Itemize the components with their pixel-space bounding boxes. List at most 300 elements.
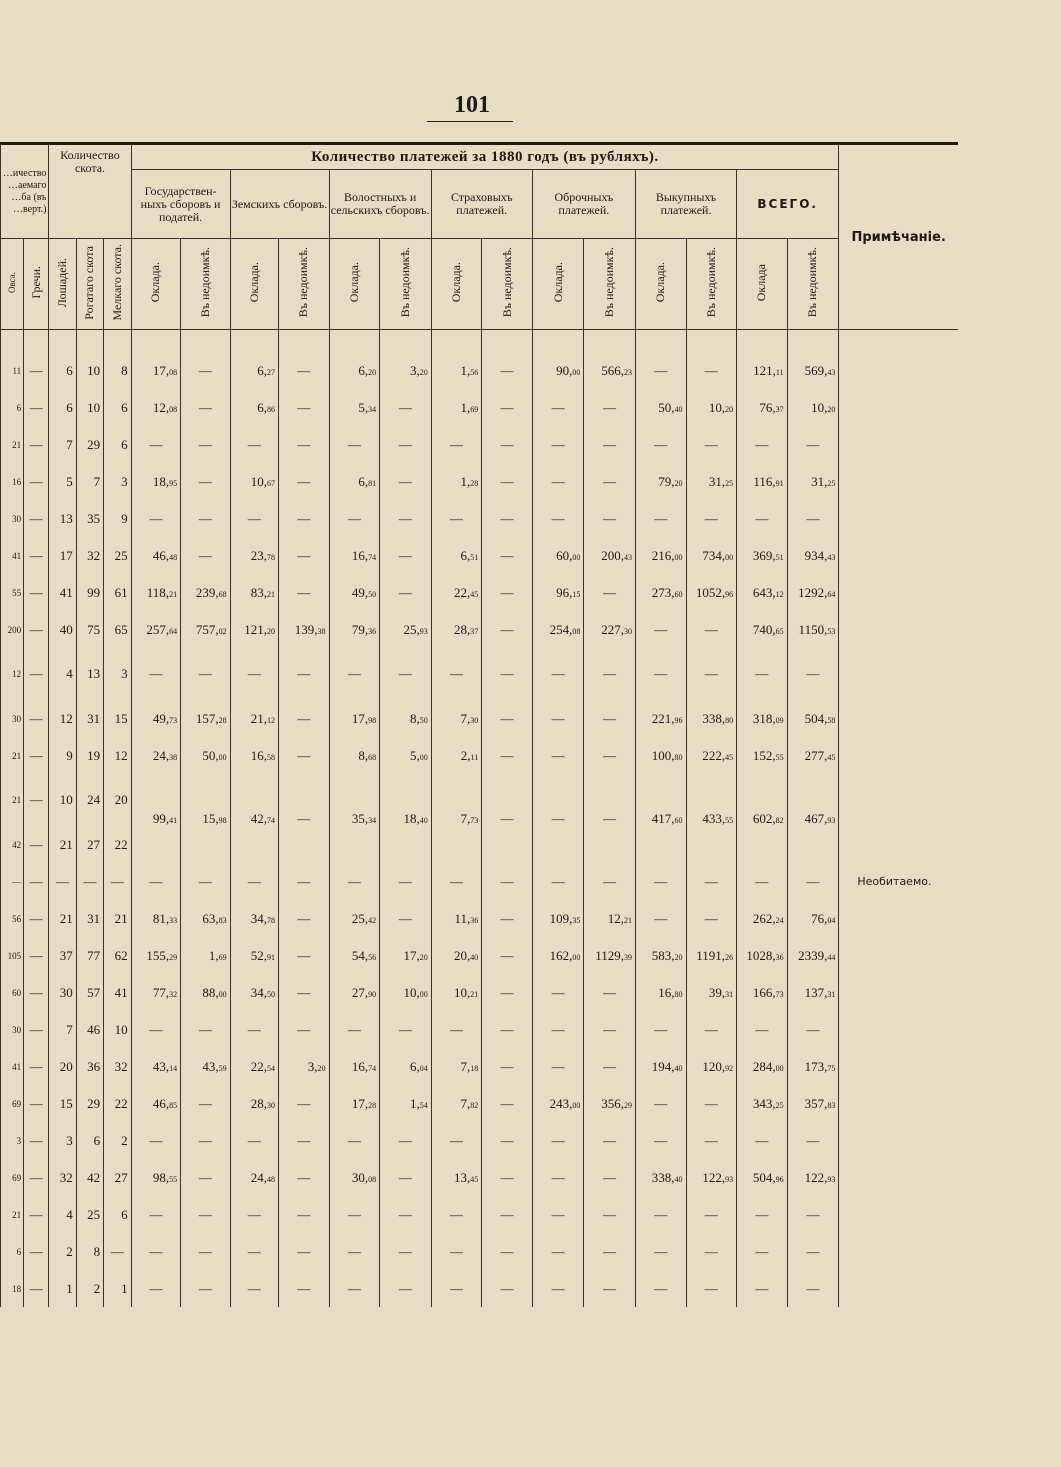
header-obrok-arrears: Въ недоимкѣ. xyxy=(584,239,636,330)
cell-cattle: 2 xyxy=(76,1270,103,1307)
header-zemstvo-oklad: Оклада. xyxy=(230,239,278,330)
cell-state-arrears: — xyxy=(181,426,231,463)
cell-state-oklad: 118,21 xyxy=(131,574,181,611)
cell-total-oklad: 121,11 xyxy=(737,330,788,390)
cell-insurance-oklad: — xyxy=(431,648,482,700)
cell-state-oklad: 77,32 xyxy=(131,974,181,1011)
cell-oats: 55 xyxy=(1,574,24,611)
cell-cattle: 31 xyxy=(76,900,103,937)
cell-insurance-arrears: — xyxy=(482,1011,533,1048)
header-total-oklad: Оклада xyxy=(737,239,788,330)
cell-buckwheat: — xyxy=(24,1196,49,1233)
cell-redemption-oklad: 16,80 xyxy=(635,974,686,1011)
cell-redemption-arrears: 120,92 xyxy=(686,1048,737,1085)
cell-oats: 56 xyxy=(1,900,24,937)
table-row xyxy=(1,389,959,426)
header-total-arrears: Въ недоимкѣ. xyxy=(787,239,839,330)
header-sown-grain: …ичество …аемаго …ба (въ …верт.) xyxy=(1,144,49,239)
cell-oats: 11 xyxy=(1,330,24,390)
cell-state-oklad: — xyxy=(131,1011,181,1048)
header-group-redemption: Выкупныхъ платежей. xyxy=(635,170,736,239)
cell-state-oklad: — xyxy=(131,1270,181,1307)
cell-volost-oklad: 6,20 xyxy=(329,330,380,390)
cell-buckwheat: — xyxy=(24,611,49,648)
cell-zemstvo-arrears: — xyxy=(279,1085,330,1122)
cell-small-stock: 6 xyxy=(104,1196,131,1233)
cell-buckwheat: — xyxy=(24,826,49,863)
header-group-volost: Волостныхъ и сельскихъ сборовъ. xyxy=(329,170,431,239)
cell-buckwheat: — xyxy=(24,537,49,574)
cell-obrok-oklad: — xyxy=(532,1270,584,1307)
cell-cattle: 99 xyxy=(76,574,103,611)
cell-horses: 37 xyxy=(49,937,76,974)
cell-volost-oklad: — xyxy=(329,500,380,537)
cell-state-arrears: 757,02 xyxy=(181,611,231,648)
cell-redemption-arrears: 31,25 xyxy=(686,463,737,500)
cell-volost-oklad: 54,56 xyxy=(329,937,380,974)
cell-obrok-arrears: — xyxy=(584,1270,636,1307)
cell-note xyxy=(839,900,958,937)
cell-note xyxy=(839,974,958,1011)
cell-obrok-oklad: 60,00 xyxy=(532,537,584,574)
cell-volost-oklad: 5,34 xyxy=(329,389,380,426)
table-row xyxy=(1,426,959,463)
cell-oats: 21 xyxy=(1,737,24,774)
table-row xyxy=(1,1011,959,1048)
cell-redemption-arrears: — xyxy=(686,1011,737,1048)
cell-cattle: 36 xyxy=(76,1048,103,1085)
cell-state-arrears: 50,00 xyxy=(181,737,231,774)
cell-small-stock: — xyxy=(104,863,131,900)
cell-note: Необитаемо. xyxy=(839,863,958,900)
cell-insurance-arrears: — xyxy=(482,426,533,463)
cell-volost-arrears: — xyxy=(380,1011,432,1048)
table-row xyxy=(1,330,959,390)
cell-volost-arrears: — xyxy=(380,648,432,700)
cell-state-arrears: 239,68 xyxy=(181,574,231,611)
cell-state-arrears: — xyxy=(181,1011,231,1048)
cell-small-stock: 3 xyxy=(104,648,131,700)
cell-volost-arrears: — xyxy=(380,537,432,574)
cell-state-oklad: 155,29 xyxy=(131,937,181,974)
cell-small-stock: 10 xyxy=(104,1011,131,1048)
cell-obrok-arrears: — xyxy=(584,1233,636,1270)
cell-volost-oklad: — xyxy=(329,426,380,463)
cell-buckwheat: — xyxy=(24,937,49,974)
cell-zemstvo-oklad: 34,50 xyxy=(230,974,278,1011)
cell-buckwheat: — xyxy=(24,863,49,900)
cell-total-arrears: — xyxy=(787,1233,839,1270)
header-buckwheat: Гречи. xyxy=(24,239,49,330)
cell-redemption-oklad: — xyxy=(635,1270,686,1307)
page-number: 101 xyxy=(454,92,490,118)
cell-oats: 21 xyxy=(1,426,24,463)
cell-note xyxy=(839,1122,958,1159)
cell-total-arrears: 1150,53 xyxy=(787,611,839,648)
cell-cattle: 27 xyxy=(76,826,103,863)
cell-cattle: 32 xyxy=(76,537,103,574)
cell-redemption-oklad: 194,40 xyxy=(635,1048,686,1085)
cell-state-arrears: — xyxy=(181,463,231,500)
table-row xyxy=(1,1085,959,1122)
header-small-stock: Мелкаго скота. xyxy=(104,239,131,330)
cell-zemstvo-arrears: — xyxy=(279,463,330,500)
cell-total-arrears: 1292,64 xyxy=(787,574,839,611)
cell-buckwheat: — xyxy=(24,1270,49,1307)
cell-state-arrears: 1,69 xyxy=(181,937,231,974)
cell-obrok-oklad: — xyxy=(532,1122,584,1159)
cell-cattle: 6 xyxy=(76,1122,103,1159)
table-row xyxy=(1,974,959,1011)
cell-note xyxy=(839,330,958,390)
cell-state-oklad: 98,55 xyxy=(131,1159,181,1196)
cell-obrok-arrears: 356,29 xyxy=(584,1085,636,1122)
cell-volost-arrears: — xyxy=(380,863,432,900)
table-row xyxy=(1,1048,959,1085)
cell-redemption-arrears: — xyxy=(686,648,737,700)
cell-obrok-arrears: — xyxy=(584,1122,636,1159)
cell-horses: — xyxy=(49,863,76,900)
cell-oats: 41 xyxy=(1,1048,24,1085)
cell-obrok-oklad: — xyxy=(532,974,584,1011)
cell-state-oklad: 17,08 xyxy=(131,330,181,390)
header-group-zemstvo: Земскихъ сборовъ. xyxy=(230,170,329,239)
cell-note xyxy=(839,648,958,700)
cell-insurance-arrears: — xyxy=(482,774,533,863)
cell-total-oklad: 343,25 xyxy=(737,1085,788,1122)
cell-note xyxy=(839,574,958,611)
cell-obrok-oklad: 90,00 xyxy=(532,330,584,390)
cell-volost-oklad: — xyxy=(329,1196,380,1233)
cell-redemption-oklad: — xyxy=(635,863,686,900)
cell-total-oklad: — xyxy=(737,500,788,537)
cell-redemption-arrears: 10,20 xyxy=(686,389,737,426)
cell-zemstvo-arrears: — xyxy=(279,648,330,700)
cell-horses: 40 xyxy=(49,611,76,648)
cell-state-oklad: 49,73 xyxy=(131,700,181,737)
cell-state-oklad: 46,48 xyxy=(131,537,181,574)
cell-state-arrears: 63,83 xyxy=(181,900,231,937)
cell-total-oklad: 1028,36 xyxy=(737,937,788,974)
cell-obrok-arrears: — xyxy=(584,1011,636,1048)
cell-redemption-oklad: — xyxy=(635,1196,686,1233)
table-row xyxy=(1,574,959,611)
cell-total-arrears: — xyxy=(787,1011,839,1048)
cell-total-arrears: 277,45 xyxy=(787,737,839,774)
header-livestock: Количество скота. xyxy=(49,144,131,239)
cell-total-oklad: 262,24 xyxy=(737,900,788,937)
cell-redemption-arrears: 222,45 xyxy=(686,737,737,774)
cell-total-arrears: — xyxy=(787,426,839,463)
cell-redemption-arrears: 122,93 xyxy=(686,1159,737,1196)
cell-total-arrears: 2339,44 xyxy=(787,937,839,974)
cell-volost-arrears: — xyxy=(380,1196,432,1233)
cell-oats: 42 xyxy=(1,826,24,863)
header-volost-oklad: Оклада. xyxy=(329,239,380,330)
cell-obrok-oklad: 162,00 xyxy=(532,937,584,974)
cell-obrok-arrears: — xyxy=(584,389,636,426)
cell-redemption-arrears: 338,80 xyxy=(686,700,737,737)
cell-insurance-oklad: — xyxy=(431,863,482,900)
cell-volost-oklad: 16,74 xyxy=(329,1048,380,1085)
cell-total-oklad: 740,65 xyxy=(737,611,788,648)
cell-total-oklad: — xyxy=(737,1196,788,1233)
cell-redemption-arrears: — xyxy=(686,1270,737,1307)
cell-small-stock: 6 xyxy=(104,426,131,463)
cell-insurance-arrears: — xyxy=(482,700,533,737)
cell-state-oklad: — xyxy=(131,1196,181,1233)
cell-insurance-arrears: — xyxy=(482,863,533,900)
cell-obrok-arrears: — xyxy=(584,648,636,700)
cell-obrok-arrears: 566,23 xyxy=(584,330,636,390)
cell-obrok-oklad: — xyxy=(532,648,584,700)
cell-zemstvo-oklad: — xyxy=(230,1270,278,1307)
table-row xyxy=(1,863,959,900)
cell-volost-oklad: 49,50 xyxy=(329,574,380,611)
cell-state-arrears: — xyxy=(181,1233,231,1270)
header-insurance-oklad: Оклада. xyxy=(431,239,482,330)
cell-zemstvo-oklad: — xyxy=(230,863,278,900)
cell-oats: 60 xyxy=(1,974,24,1011)
table-row xyxy=(1,1159,959,1196)
cell-zemstvo-oklad: 16,58 xyxy=(230,737,278,774)
cell-redemption-arrears: — xyxy=(686,1233,737,1270)
table-row xyxy=(1,1196,959,1233)
cell-zemstvo-arrears: — xyxy=(279,1270,330,1307)
cell-volost-arrears: — xyxy=(380,574,432,611)
cell-redemption-arrears: 433,55 xyxy=(686,774,737,863)
cell-obrok-arrears: — xyxy=(584,500,636,537)
header-state-oklad: Оклада. xyxy=(131,239,181,330)
cell-total-arrears: 467,93 xyxy=(787,774,839,863)
cell-horses: 4 xyxy=(49,648,76,700)
cell-zemstvo-arrears: — xyxy=(279,1196,330,1233)
cell-cattle: 29 xyxy=(76,426,103,463)
cell-redemption-arrears: — xyxy=(686,1196,737,1233)
cell-state-arrears: 15,98 xyxy=(181,774,231,863)
cell-volost-arrears: — xyxy=(380,900,432,937)
cell-state-oklad: — xyxy=(131,863,181,900)
cell-buckwheat: — xyxy=(24,330,49,390)
cell-volost-oklad: 30,08 xyxy=(329,1159,380,1196)
cell-horses: 15 xyxy=(49,1085,76,1122)
cell-oats: 21 xyxy=(1,774,24,826)
cell-oats: 6 xyxy=(1,1233,24,1270)
cell-zemstvo-arrears: — xyxy=(279,1122,330,1159)
cell-redemption-oklad: — xyxy=(635,330,686,390)
cell-buckwheat: — xyxy=(24,500,49,537)
cell-total-oklad: 116,91 xyxy=(737,463,788,500)
cell-state-oklad: — xyxy=(131,426,181,463)
cell-obrok-arrears: — xyxy=(584,1048,636,1085)
table-row xyxy=(1,900,959,937)
cell-small-stock: 1 xyxy=(104,1270,131,1307)
cell-zemstvo-arrears: — xyxy=(279,330,330,390)
cell-total-oklad: 602,82 xyxy=(737,774,788,863)
cell-horses: 20 xyxy=(49,1048,76,1085)
cell-state-oklad: 43,14 xyxy=(131,1048,181,1085)
cell-zemstvo-oklad: 10,67 xyxy=(230,463,278,500)
cell-volost-arrears: 17,20 xyxy=(380,937,432,974)
header-group-obrok: Оброчныхъ платежей. xyxy=(532,170,635,239)
cell-state-oklad: — xyxy=(131,1122,181,1159)
cell-buckwheat: — xyxy=(24,426,49,463)
cell-volost-arrears: 8,50 xyxy=(380,700,432,737)
table-row xyxy=(1,611,959,648)
cell-obrok-arrears: 1129,39 xyxy=(584,937,636,974)
cell-zemstvo-oklad: — xyxy=(230,426,278,463)
cell-obrok-oklad: — xyxy=(532,1196,584,1233)
cell-volost-arrears: — xyxy=(380,463,432,500)
cell-total-arrears: 10,20 xyxy=(787,389,839,426)
cell-volost-oklad: 17,98 xyxy=(329,700,380,737)
cell-total-arrears: 569,43 xyxy=(787,330,839,390)
payments-table xyxy=(0,142,958,1307)
header-horses: Лошадей. xyxy=(49,239,76,330)
cell-insurance-arrears: — xyxy=(482,500,533,537)
cell-zemstvo-arrears: — xyxy=(279,700,330,737)
cell-buckwheat: — xyxy=(24,1048,49,1085)
cell-buckwheat: — xyxy=(24,774,49,826)
cell-zemstvo-oklad: 23,78 xyxy=(230,537,278,574)
table-row xyxy=(1,737,959,774)
cell-small-stock: 41 xyxy=(104,974,131,1011)
cell-buckwheat: — xyxy=(24,389,49,426)
cell-note xyxy=(839,389,958,426)
header-group-state: Государствен-ныхъ сборовъ и податей. xyxy=(131,170,230,239)
cell-redemption-oklad: 273,60 xyxy=(635,574,686,611)
cell-zemstvo-oklad: 121,20 xyxy=(230,611,278,648)
cell-obrok-arrears: 200,43 xyxy=(584,537,636,574)
cell-zemstvo-arrears: 3,20 xyxy=(279,1048,330,1085)
cell-redemption-arrears: — xyxy=(686,500,737,537)
cell-obrok-arrears: 12,21 xyxy=(584,900,636,937)
cell-horses: 12 xyxy=(49,700,76,737)
cell-volost-oklad: 79,36 xyxy=(329,611,380,648)
cell-horses: 7 xyxy=(49,1011,76,1048)
cell-volost-arrears: 1,54 xyxy=(380,1085,432,1122)
cell-total-oklad: — xyxy=(737,648,788,700)
cell-zemstvo-oklad: 6,27 xyxy=(230,330,278,390)
header-insurance-arrears: Въ недоимкѣ. xyxy=(482,239,533,330)
cell-total-oklad: 166,73 xyxy=(737,974,788,1011)
cell-volost-oklad: — xyxy=(329,1233,380,1270)
cell-obrok-oklad: — xyxy=(532,500,584,537)
cell-small-stock: 21 xyxy=(104,900,131,937)
cell-state-oklad: — xyxy=(131,648,181,700)
cell-buckwheat: — xyxy=(24,648,49,700)
table-row xyxy=(1,937,959,974)
cell-zemstvo-arrears: — xyxy=(279,974,330,1011)
cell-oats: 105 xyxy=(1,937,24,974)
cell-total-arrears: 137,31 xyxy=(787,974,839,1011)
cell-insurance-oklad: — xyxy=(431,1122,482,1159)
cell-note xyxy=(839,1048,958,1085)
cell-volost-oklad: — xyxy=(329,863,380,900)
cell-insurance-oklad: — xyxy=(431,1196,482,1233)
cell-obrok-arrears: — xyxy=(584,1196,636,1233)
cell-volost-oklad: 16,74 xyxy=(329,537,380,574)
header-oats: Овса. xyxy=(1,239,24,330)
cell-zemstvo-oklad: — xyxy=(230,1122,278,1159)
cell-volost-oklad: 8,68 xyxy=(329,737,380,774)
cell-state-oklad: 24,38 xyxy=(131,737,181,774)
cell-cattle: 57 xyxy=(76,974,103,1011)
cell-insurance-oklad: 7,82 xyxy=(431,1085,482,1122)
cell-small-stock: 25 xyxy=(104,537,131,574)
cell-obrok-arrears: — xyxy=(584,774,636,863)
cell-insurance-arrears: — xyxy=(482,1048,533,1085)
cell-volost-oklad: — xyxy=(329,1011,380,1048)
cell-buckwheat: — xyxy=(24,1011,49,1048)
table-body xyxy=(1,330,959,1308)
cell-volost-arrears: 5,00 xyxy=(380,737,432,774)
cell-volost-arrears: — xyxy=(380,1270,432,1307)
cell-insurance-oklad: 7,73 xyxy=(431,774,482,863)
cell-buckwheat: — xyxy=(24,1233,49,1270)
cell-obrok-arrears: — xyxy=(584,574,636,611)
cell-oats: 30 xyxy=(1,1011,24,1048)
cell-state-arrears: — xyxy=(181,863,231,900)
cell-insurance-oklad: — xyxy=(431,1270,482,1307)
cell-zemstvo-arrears: — xyxy=(279,1159,330,1196)
header-volost-arrears: Въ недоимкѣ. xyxy=(380,239,432,330)
cell-note xyxy=(839,537,958,574)
cell-obrok-oklad: — xyxy=(532,463,584,500)
cell-horses: 3 xyxy=(49,1122,76,1159)
cell-total-arrears: — xyxy=(787,648,839,700)
cell-state-arrears: — xyxy=(181,330,231,390)
cell-total-arrears: 173,75 xyxy=(787,1048,839,1085)
cell-oats: — xyxy=(1,863,24,900)
cell-state-oklad: 99,41 xyxy=(131,774,181,863)
cell-zemstvo-oklad: — xyxy=(230,648,278,700)
cell-horses: 41 xyxy=(49,574,76,611)
cell-note xyxy=(839,700,958,737)
cell-insurance-oklad: 1,56 xyxy=(431,330,482,390)
cell-obrok-oklad: — xyxy=(532,1048,584,1085)
cell-redemption-arrears: — xyxy=(686,1122,737,1159)
cell-small-stock: 3 xyxy=(104,463,131,500)
cell-buckwheat: — xyxy=(24,1159,49,1196)
cell-oats: 6 xyxy=(1,389,24,426)
cell-note xyxy=(839,937,958,974)
cell-total-arrears: 504,58 xyxy=(787,700,839,737)
cell-insurance-arrears: — xyxy=(482,611,533,648)
cell-state-arrears: 43,59 xyxy=(181,1048,231,1085)
cell-cattle: 24 xyxy=(76,774,103,826)
cell-note xyxy=(839,1085,958,1122)
header-group-insurance: Страховыхъ платежей. xyxy=(431,170,532,239)
cell-obrok-arrears: 227,30 xyxy=(584,611,636,648)
cell-insurance-oklad: 2,11 xyxy=(431,737,482,774)
cell-obrok-arrears: — xyxy=(584,700,636,737)
cell-total-arrears: — xyxy=(787,1196,839,1233)
cell-obrok-arrears: — xyxy=(584,974,636,1011)
cell-insurance-oklad: — xyxy=(431,426,482,463)
cell-insurance-arrears: — xyxy=(482,737,533,774)
cell-volost-arrears: 10,00 xyxy=(380,974,432,1011)
cell-total-arrears: — xyxy=(787,1122,839,1159)
cell-zemstvo-oklad: — xyxy=(230,1011,278,1048)
cell-insurance-oklad: — xyxy=(431,1233,482,1270)
cell-volost-arrears: 25,93 xyxy=(380,611,432,648)
cell-oats: 69 xyxy=(1,1085,24,1122)
header-state-arrears: Въ недоимкѣ. xyxy=(181,239,231,330)
cell-redemption-oklad: 583,20 xyxy=(635,937,686,974)
cell-redemption-arrears: 1052,96 xyxy=(686,574,737,611)
table-row xyxy=(1,537,959,574)
